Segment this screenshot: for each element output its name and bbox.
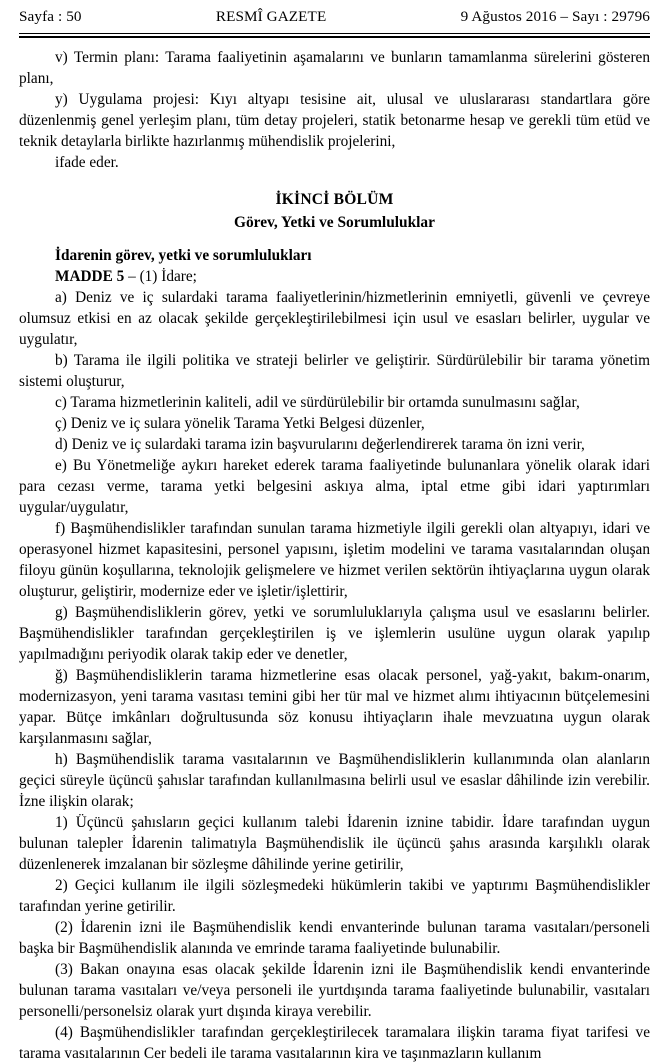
page-number-label: Sayfa : 50 [19,8,82,25]
article-lead-paragraph [19,266,650,287]
article-lead-text: – (1) İdare; [124,268,197,285]
clause-f: f) Başmühendislikler tarafından sunulan tarama hizmetiyle ilgili gerekli olan altyapıyı, idari ve operasyonel hizmet kapasitesini, personel yapısını, işletim modelini ve tarama vasıtalarından oluşan filoyu günün koşullarına, teknolojik gelişmelere ve hizmet verilen sektörün ihtiyaçlarına uygun olarak oluşturur, geliştirir, modernize eder ve işletir/işlettirir, [19,520,650,600]
article-heading: İdarenin görev, yetki ve sorumlulukları [55,247,312,264]
header-double-rule [19,33,650,38]
clause-e: e) Bu Yönetmeliğe aykırı hareket ederek tarama faaliyetinde bulunanlara yönelik olarak idari para cezası verme, tarama yetki belgesini askıya alma, iptal etme gibi idari yaptırımları uygular/uygulatır, [19,457,650,516]
subclause-1: 1) Üçüncü şahısların geçici kullanım talebi İdarenin iznine tabidir. İdare tarafından uygun bulunan talepler İdarenin talimatıyla Başmühendislik ile üçüncü şahıs arasında karşılıklı olarak düzenlenerek imzalanan bir sözleşme dâhilinde yerine getirilir, [19,814,650,873]
definition-closing-phrase: ifade eder. [55,154,119,171]
issue-date-and-number: 9 Ağustos 2016 – Sayı : 29796 [460,8,650,25]
article-number-label: MADDE 5 [55,268,125,285]
subclause-2: 2) Geçici kullanım ile ilgili sözleşmedeki hükümlerin takibi ve yaptırımı Başmühendislikler tarafından yerine getirilir. [19,877,650,915]
clause-g-breve: ğ) Başmühendisliklerin tarama hizmetlerine esas olacak personel, yağ-yakıt, bakım-onarım, modernizasyon, yeni tarama vasıtası temini gibi her tür mal ve hizmet alımı ihtiyacının bütçelemesini yapar. Bütçe imkânları doğrultusunda söz konusu ihtiyaçların ihale mevzuatına uygun olarak karşılanmasını sağlar, [19,667,650,747]
clause-b: b) Tarama ile ilgili politika ve strateji belirler ve geliştirir. Sürdürülebilir bir tarama yönetim sistemi oluşturur, [19,352,650,390]
page-body [19,47,650,1064]
page-running-header [19,0,650,30]
paragraph-2: (2) İdarenin izni ile Başmühendislik kendi envanterinde bulunan tarama vasıtaları/personeli başka bir Başmühendislik alanında ve emrinde tarama faaliyetinde bulunabilir. [19,919,650,957]
paragraph-4: (4) Başmühendislikler tarafından gerçekleştirilecek taramalara ilişkin tarama fiyat tarifesi ve tarama vasıtalarının Cer bedeli ile tarama vasıtalarının kira ve taşınmazların kullanım [19,1024,650,1062]
section-subtitle: Görev, Yetki ve Sorumluluklar [234,214,435,231]
header-rule-thick [19,36,650,38]
definition-paragraph: y) Uygulama projesi: Kıyı altyapı tesisine ait, ulusal ve uluslararası standartlara göre düzenlenmiş genel yerleşim planı, tüm detay projeleri, statik betonarme hesap ve gerekli tüm etüd ve teknik detaylarla birlikte hazırlanmış mühendislik projelerini, [19,91,650,150]
definition-paragraph: v) Termin planı: Tarama faaliyetinin aşamalarını ve bunların tamamlanma sürelerini gösteren planı, [19,49,650,87]
clause-g: g) Başmühendisliklerin görev, yetki ve sorumluluklarıyla çalışma usul ve esaslarını belirler. Başmühendislikler tarafından gerçekleştirilen iş ve işlemlerin usulüne uygun olarak yapılıp yapılmadığını periyodik olarak takip eder ve denetler, [19,604,650,663]
clause-a: a) Deniz ve iç sulardaki tarama faaliyetlerinin/hizmetlerinin emniyetli, güvenli ve çevreye olumsuz etkisi en az olacak şekilde gerçekleştirilebilmesi için usul ve esasları belirler, uygular ve uygulatır, [19,289,650,348]
clause-h: h) Başmühendislik tarama vasıtalarının ve Başmühendisliklerin kullanımında olan alanların geçici süreyle üçüncü şahıslar tarafından kullanılmasına belirli usul ve esaslar dâhilinde izin verebilir. İzne ilişkin olarak; [19,751,650,810]
section-title: İKİNCİ BÖLÜM [275,191,394,208]
clause-c-cedilla: ç) Deniz ve iç sulara yönelik Tarama Yetki Belgesi düzenler, [55,415,425,432]
publication-title: RESMÎ GAZETE [215,8,327,25]
paragraph-3: (3) Bakan onayına esas olacak şekilde İdarenin izni ile Başmühendislik kendi envanterinde bulunan tarama vasıtaları ve/veya personeli ile yurtdışında tarama faaliyetinde bulunabilir, vasıtaları personelli/personelsiz olarak yurt dışında kiraya verebilir. [19,961,650,1020]
header-row [19,8,650,26]
clause-c: c) Tarama hizmetlerinin kaliteli, adil ve sürdürülebilir bir ortamda sunulmasını sağlar, [55,394,580,411]
clause-d: d) Deniz ve iç sulardaki tarama izin başvurularını değerlendirerek tarama ön izni verir, [55,436,585,453]
